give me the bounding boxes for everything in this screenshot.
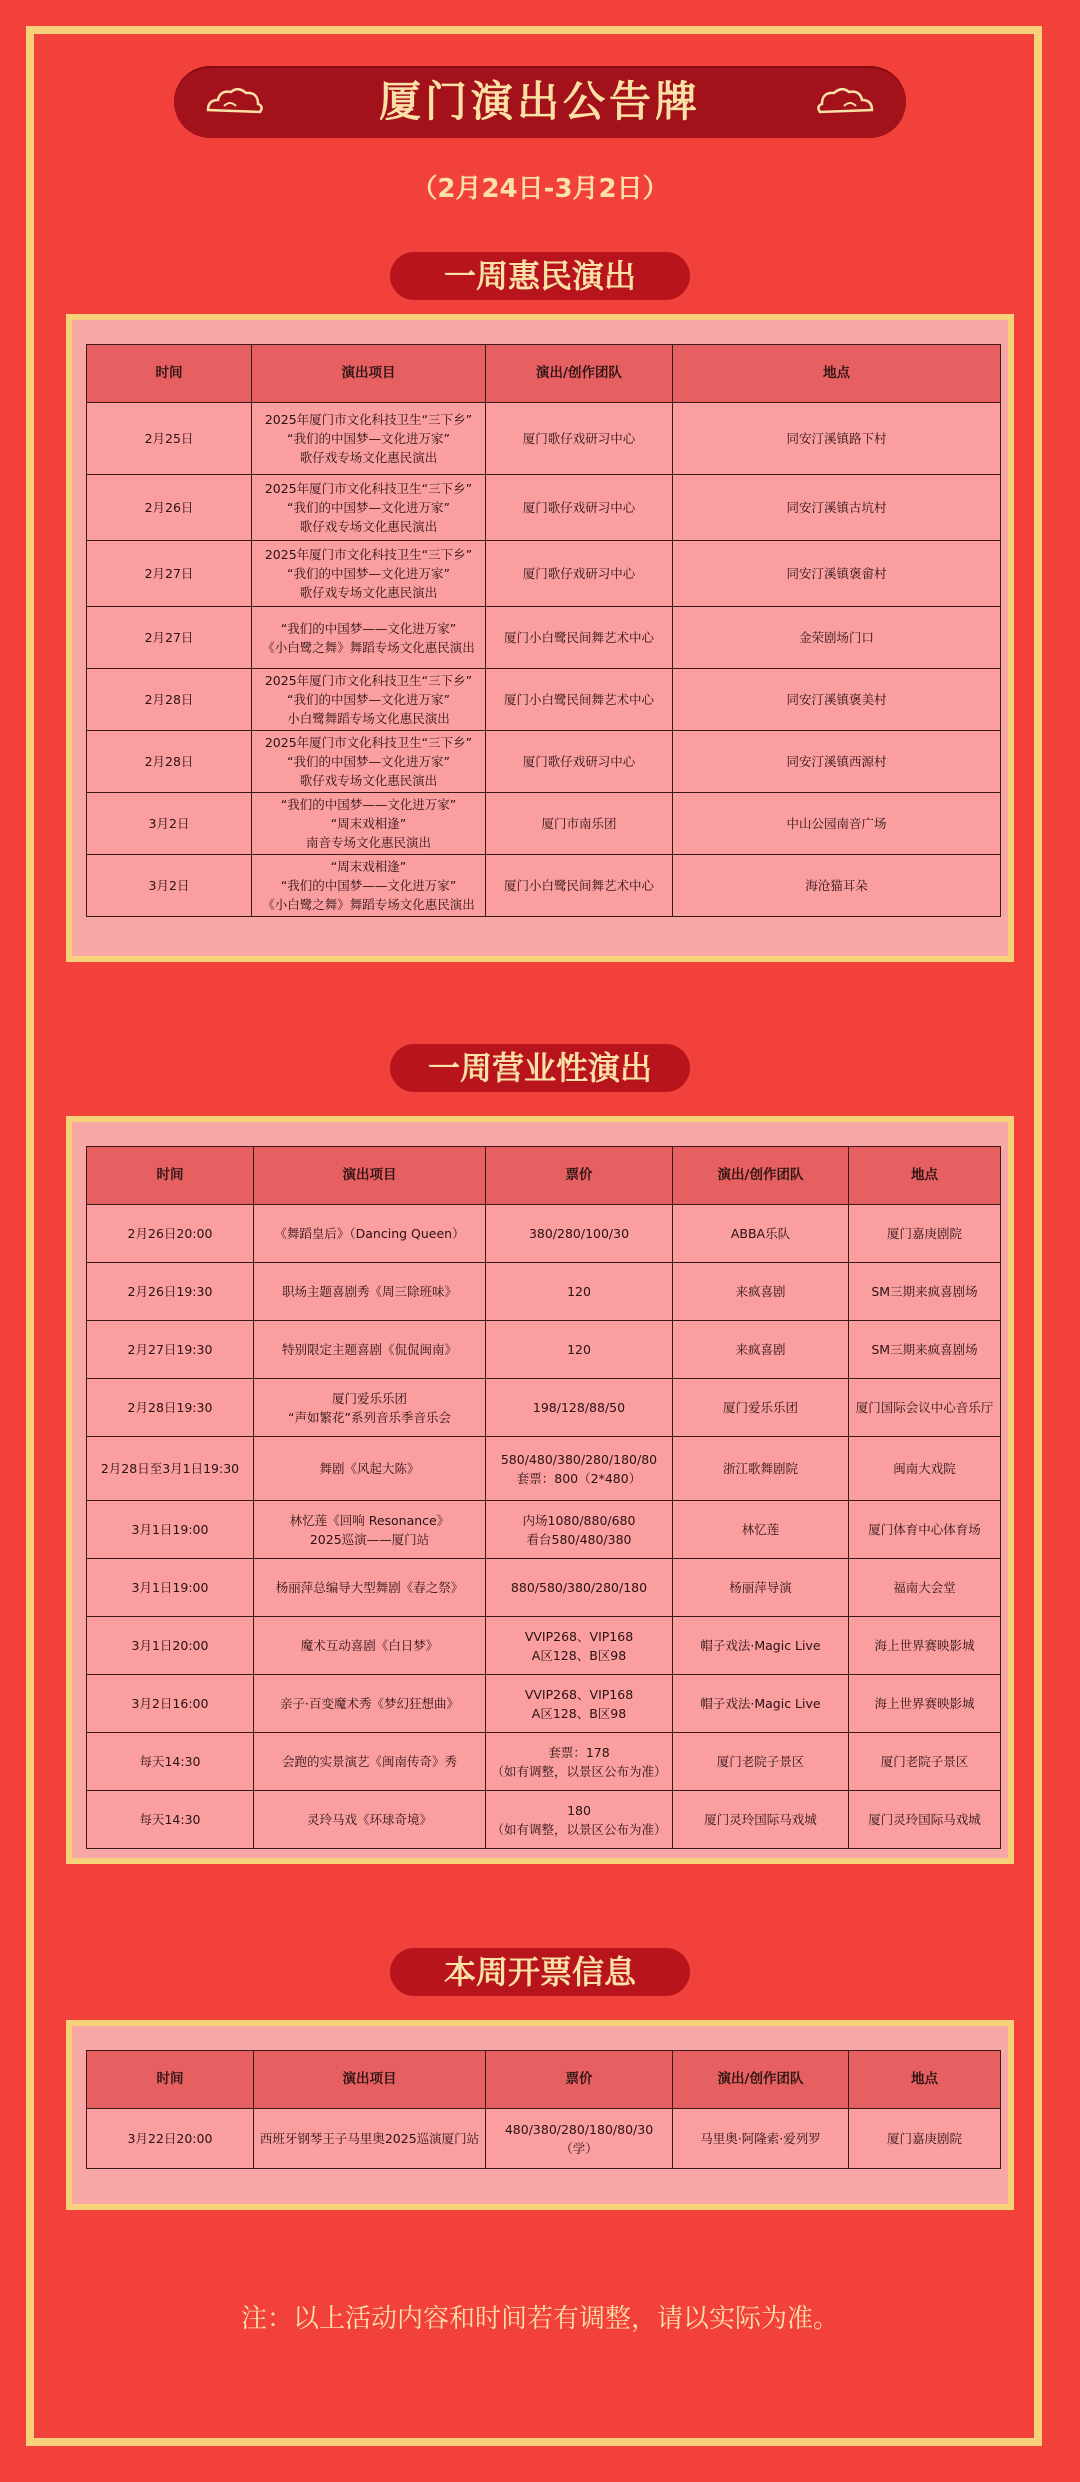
table-row bbox=[87, 855, 1001, 917]
footer-note: 注：以上活动内容和时间若有调整，请以实际为准。 bbox=[240, 2304, 839, 2334]
table-cell: 来疯喜剧 bbox=[673, 1321, 849, 1379]
table-cell: 马里奥·阿隆索·爱列罗 bbox=[673, 2109, 849, 2169]
table-cell: 浙江歌舞剧院 bbox=[673, 1437, 849, 1501]
table-cell: “我们的中国梦——文化进万家” 《小白鹭之舞》舞蹈专场文化惠民演出 bbox=[252, 607, 486, 669]
table-cell: 2025年厦门市文化科技卫生“三下乡” “我们的中国梦—文化进万家” 小白鹭舞蹈专场文化惠民演出 bbox=[252, 669, 486, 731]
table-cell: 580/480/380/280/180/80 套票：800（2*480） bbox=[486, 1437, 673, 1501]
table-cell: 380/280/100/30 bbox=[486, 1205, 673, 1263]
table-cell: ABBA乐队 bbox=[673, 1205, 849, 1263]
table-row bbox=[87, 1321, 1001, 1379]
table-cell: 3月2日 bbox=[87, 793, 252, 855]
table-cell: 魔术互动喜剧《白日梦》 bbox=[254, 1617, 486, 1675]
table-row bbox=[87, 731, 1001, 793]
table-cell: 林忆莲《回响 Resonance》 2025巡演——厦门站 bbox=[254, 1501, 486, 1559]
table-cell: 中山公园南音广场 bbox=[673, 793, 1001, 855]
table-cell: 厦门市南乐团 bbox=[486, 793, 673, 855]
table-cell: 880/580/380/280/180 bbox=[486, 1559, 673, 1617]
section-heading-ticketing-info: 本周开票信息 bbox=[390, 1948, 690, 1996]
table-cell: 2月25日 bbox=[87, 403, 252, 475]
table-cell: 厦门灵玲国际马戏城 bbox=[673, 1791, 849, 1849]
table-cell: 厦门歌仔戏研习中心 bbox=[486, 403, 673, 475]
table-cell: 海上世界赛映影城 bbox=[849, 1675, 1001, 1733]
table-cell: 灵玲马戏《环球奇境》 bbox=[254, 1791, 486, 1849]
table-cell: 厦门爱乐乐团 “声如繁花”系列音乐季音乐会 bbox=[254, 1379, 486, 1437]
commercial-shows-table bbox=[86, 1146, 1001, 1849]
commercial-shows-panel bbox=[66, 1116, 1014, 1864]
table-cell: 180 （如有调整，以景区公布为准） bbox=[486, 1791, 673, 1849]
table-row bbox=[87, 607, 1001, 669]
table-cell: 2月27日19:30 bbox=[87, 1321, 254, 1379]
column-header: 演出/创作团队 bbox=[486, 345, 673, 403]
table-cell: 杨丽萍导演 bbox=[673, 1559, 849, 1617]
table-cell: 海上世界赛映影城 bbox=[849, 1617, 1001, 1675]
table-cell: 厦门歌仔戏研习中心 bbox=[486, 731, 673, 793]
table-row bbox=[87, 669, 1001, 731]
column-header: 演出/创作团队 bbox=[673, 2051, 849, 2109]
table-cell: 厦门老院子景区 bbox=[849, 1733, 1001, 1791]
table-cell: 480/380/280/180/80/30（学） bbox=[486, 2109, 673, 2169]
table-cell: 每天14:30 bbox=[87, 1791, 254, 1849]
table-cell: 120 bbox=[486, 1263, 673, 1321]
table-cell: “周末戏相逢” “我们的中国梦——文化进万家” 《小白鹭之舞》舞蹈专场文化惠民演出 bbox=[252, 855, 486, 917]
table-row bbox=[87, 1205, 1001, 1263]
table-cell: 厦门小白鹭民间舞艺术中心 bbox=[486, 669, 673, 731]
table-cell: 3月1日19:00 bbox=[87, 1501, 254, 1559]
table-cell: VVIP268、VIP168 A区128、B区98 bbox=[486, 1675, 673, 1733]
table-cell: 福南大会堂 bbox=[849, 1559, 1001, 1617]
table-cell: 厦门小白鹭民间舞艺术中心 bbox=[486, 607, 673, 669]
table-cell: “我们的中国梦——文化进万家” “周末戏相逢” 南音专场文化惠民演出 bbox=[252, 793, 486, 855]
table-cell: 厦门爱乐乐团 bbox=[673, 1379, 849, 1437]
table-cell: SM三期来疯喜剧场 bbox=[849, 1321, 1001, 1379]
table-cell: 2025年厦门市文化科技卫生“三下乡” “我们的中国梦—文化进万家” 歌仔戏专场文化惠民演出 bbox=[252, 731, 486, 793]
table-cell: VVIP268、VIP168 A区128、B区98 bbox=[486, 1617, 673, 1675]
table-cell: 厦门老院子景区 bbox=[673, 1733, 849, 1791]
table-cell: 西班牙钢琴王子马里奥2025巡演厦门站 bbox=[254, 2109, 486, 2169]
table-row bbox=[87, 1437, 1001, 1501]
table-row bbox=[87, 475, 1001, 541]
table-cell: 内场1080/880/680 看台580/480/380 bbox=[486, 1501, 673, 1559]
column-header: 演出/创作团队 bbox=[673, 1147, 849, 1205]
table-cell: 3月2日 bbox=[87, 855, 252, 917]
table-header-row bbox=[87, 2051, 1001, 2109]
table-cell: 帽子戏法·Magic Live bbox=[673, 1675, 849, 1733]
table-cell: 同安汀溪镇路下村 bbox=[673, 403, 1001, 475]
column-header: 演出项目 bbox=[252, 345, 486, 403]
ticketing-info-panel bbox=[66, 2020, 1014, 2210]
table-cell: 2月26日19:30 bbox=[87, 1263, 254, 1321]
table-cell: 会跑的实景演艺《闽南传奇》秀 bbox=[254, 1733, 486, 1791]
table-cell: 厦门国际会议中心音乐厅 bbox=[849, 1379, 1001, 1437]
table-cell: 同安汀溪镇古坑村 bbox=[673, 475, 1001, 541]
table-cell: 2月28日 bbox=[87, 731, 252, 793]
table-cell: 198/128/88/50 bbox=[486, 1379, 673, 1437]
table-row bbox=[87, 1501, 1001, 1559]
date-range: （2月24日-3月2日） bbox=[411, 174, 669, 204]
table-cell: 厦门歌仔戏研习中心 bbox=[486, 475, 673, 541]
table-cell: 来疯喜剧 bbox=[673, 1263, 849, 1321]
table-cell: 职场主题喜剧秀《周三除班味》 bbox=[254, 1263, 486, 1321]
column-header: 时间 bbox=[87, 1147, 254, 1205]
table-cell: 亲子·百变魔术秀《梦幻狂想曲》 bbox=[254, 1675, 486, 1733]
table-cell: 3月22日20:00 bbox=[87, 2109, 254, 2169]
section-heading-public-shows: 一周惠民演出 bbox=[390, 252, 690, 300]
table-cell: 3月2日16:00 bbox=[87, 1675, 254, 1733]
page-title: 厦门演出公告牌 bbox=[378, 77, 701, 126]
table-cell: 《舞蹈皇后》（Dancing Queen） bbox=[254, 1205, 486, 1263]
table-row bbox=[87, 1733, 1001, 1791]
table-cell: SM三期来疯喜剧场 bbox=[849, 1263, 1001, 1321]
table-row bbox=[87, 1617, 1001, 1675]
column-header: 演出项目 bbox=[254, 1147, 486, 1205]
table-cell: 2月26日 bbox=[87, 475, 252, 541]
table-cell: 闽南大戏院 bbox=[849, 1437, 1001, 1501]
column-header: 票价 bbox=[486, 2051, 673, 2109]
table-cell: 厦门嘉庚剧院 bbox=[849, 1205, 1001, 1263]
table-cell: 同安汀溪镇褒美村 bbox=[673, 669, 1001, 731]
column-header: 演出项目 bbox=[254, 2051, 486, 2109]
table-cell: 2月28日19:30 bbox=[87, 1379, 254, 1437]
table-cell: 林忆莲 bbox=[673, 1501, 849, 1559]
table-cell: 海沧猫耳朵 bbox=[673, 855, 1001, 917]
table-row bbox=[87, 403, 1001, 475]
table-cell: 2025年厦门市文化科技卫生“三下乡” “我们的中国梦—文化进万家” 歌仔戏专场文化惠民演出 bbox=[252, 541, 486, 607]
table-cell: 舞剧《风起大陈》 bbox=[254, 1437, 486, 1501]
table-cell: 120 bbox=[486, 1321, 673, 1379]
table-cell: 2月27日 bbox=[87, 541, 252, 607]
table-cell: 厦门歌仔戏研习中心 bbox=[486, 541, 673, 607]
table-cell: 3月1日20:00 bbox=[87, 1617, 254, 1675]
table-cell: 厦门小白鹭民间舞艺术中心 bbox=[486, 855, 673, 917]
table-cell: 2月28日至3月1日19:30 bbox=[87, 1437, 254, 1501]
table-cell: 3月1日19:00 bbox=[87, 1559, 254, 1617]
table-row bbox=[87, 541, 1001, 607]
title-banner bbox=[174, 66, 906, 138]
public-shows-panel bbox=[66, 314, 1014, 962]
column-header: 地点 bbox=[849, 1147, 1001, 1205]
column-header: 时间 bbox=[87, 2051, 254, 2109]
table-header-row bbox=[87, 1147, 1001, 1205]
column-header: 地点 bbox=[849, 2051, 1001, 2109]
table-cell: 2月26日20:00 bbox=[87, 1205, 254, 1263]
table-cell: 厦门体育中心体育场 bbox=[849, 1501, 1001, 1559]
table-cell: 套票：178 （如有调整，以景区公布为准） bbox=[486, 1733, 673, 1791]
table-row bbox=[87, 1675, 1001, 1733]
table-cell: 厦门嘉庚剧院 bbox=[849, 2109, 1001, 2169]
table-cell: 帽子戏法·Magic Live bbox=[673, 1617, 849, 1675]
column-header: 时间 bbox=[87, 345, 252, 403]
table-cell: 2025年厦门市文化科技卫生“三下乡” “我们的中国梦—文化进万家” 歌仔戏专场文化惠民演出 bbox=[252, 403, 486, 475]
table-row bbox=[87, 2109, 1001, 2169]
table-cell: 2月28日 bbox=[87, 669, 252, 731]
column-header: 地点 bbox=[673, 345, 1001, 403]
table-header-row bbox=[87, 345, 1001, 403]
auspicious-cloud-icon bbox=[816, 84, 876, 120]
table-row bbox=[87, 1791, 1001, 1849]
public-shows-table bbox=[86, 344, 1001, 917]
table-row bbox=[87, 1263, 1001, 1321]
table-cell: 2月27日 bbox=[87, 607, 252, 669]
table-cell: 2025年厦门市文化科技卫生“三下乡” “我们的中国梦—文化进万家” 歌仔戏专场文化惠民演出 bbox=[252, 475, 486, 541]
table-cell: 同安汀溪镇褒畲村 bbox=[673, 541, 1001, 607]
column-header: 票价 bbox=[486, 1147, 673, 1205]
section-heading-commercial-shows: 一周营业性演出 bbox=[390, 1044, 690, 1092]
table-row bbox=[87, 1559, 1001, 1617]
table-cell: 同安汀溪镇西源村 bbox=[673, 731, 1001, 793]
ticketing-info-table bbox=[86, 2050, 1001, 2169]
table-row bbox=[87, 793, 1001, 855]
table-cell: 金荣剧场门口 bbox=[673, 607, 1001, 669]
table-cell: 厦门灵玲国际马戏城 bbox=[849, 1791, 1001, 1849]
table-row bbox=[87, 1379, 1001, 1437]
table-cell: 特别限定主题喜剧《侃侃闽南》 bbox=[254, 1321, 486, 1379]
table-cell: 每天14:30 bbox=[87, 1733, 254, 1791]
table-cell: 杨丽萍总编导大型舞剧《春之祭》 bbox=[254, 1559, 486, 1617]
